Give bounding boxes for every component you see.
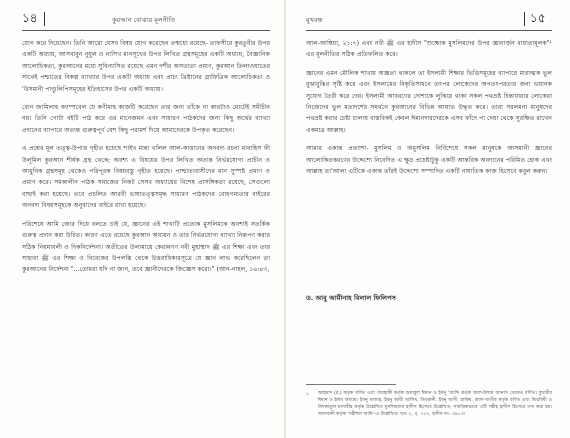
author-signature: ড. আবু আমীনাহ বিলাল ফিলিপস <box>306 294 396 302</box>
footnote-rule <box>306 384 396 385</box>
running-head: কুরআন বোঝার মূলনীতি <box>112 16 176 24</box>
page-number: ১৪ <box>22 11 38 25</box>
right-page <box>286 0 570 438</box>
header-rule <box>22 30 270 31</box>
paragraph: আল-আম্বিয়া, ২১:৭) এবং নবী ﷺ এর হাদীস "শুক্ষোক মুসলিমদের উপর জ্ঞানার্জন বাধ্যতামূলক"¹ এর মূলনীতির সঠিক প্রতিফলিত করে। <box>306 40 552 59</box>
header-divider <box>524 12 525 26</box>
body-text <box>306 38 552 184</box>
paragraph: জ্ঞানের এমন মৌলিক শাখায় অজ্ঞতা থাকলে তা ইসলামী শিক্ষার ভিত্তিসমূহের ব্যাপারে মারাত্মক ভুল বুঝাবুঝির সৃষ্টি করে এবং ইসলামের বিকৃতিসাধনে তৎপর লোকেদের অপতৎপরতার জন্য ভয়ানক সুযোগ তৈরী করে দেয়। ইসলামী আবরণের দোশাকে লুকিয়ে থাকা সকল পথভ্রষ্ট চিন্তাধারার লোকেরা নিজেদের ভুল মতাদর্শের সমর্থনে কুরআনের বিভিন্ন আয়াত উদ্ধৃত করে। তারা সরলমনা মানুষদের পথভ্রষ্ট করার চেষ্টা চালায় বাস্তবিকই কেবল ঈমানদারদেরকে এসব ফাঁদে পা দেয়া থেকে সুরক্ষিত রাখেন একমাত্র আল্লাহ। <box>306 69 552 134</box>
paragraph: পরিশেষে আমি জোর দিয়ে বলতে চাই যে, জ্ঞানের এই শাখাটি প্রত্যেক মুসলিমকে অবশ্যই সতর্কিক গুরুত্ব প্রদান করা উচিত। কারণ এতে রয়েছে কুরআন অধ্যয়ন ও তার নির্ভরযোগ্য ব্যাখ্যা নিরূপণ করার সঠিক নিয়মাবলী ও দিকনির্দেশনা। অতীতের উলামায়ে কেরামগণ নবী মুহাম্মাদ ﷺ এর শিক্ষা এবং তার সাহাবা ﷺ এর শিক্ষা ও বিবেকের উপলব্ধি থেকে উত্তরাধিকারসূত্রে যে জ্ঞান লাভ করেছিলেন তা কুরআনের নির্দেশনা "...তোমরা যদি না জান, তবে জ্ঞানীদেরকে জিজ্ঞেস করো।" (আন-নাহল, ১৬:৪৩, <box>22 220 270 274</box>
paragraph: আমার একান্ত প্রত্যাশা- মুসলিম ও অমুসলিম নির্বিশেষে সকল মানুষকে আসমানী জ্ঞানের আলোকিতকরণের উদ্দেশ্যে নিবেদিত এ ক্ষুদ্র প্রচেষ্টাটুকু একটি আন্তরিক অবদানের পরিমিত হোক এবং আল্লাহ তা'আলা এটিকে একান্ত তাঁরই উদ্দেশ্যে সম্পাদিত একটি নাযাতিক কাজ হিসেবে কবুল করুন। <box>306 145 552 176</box>
header-rule <box>306 30 552 31</box>
header-divider <box>44 12 45 26</box>
page-number: ১৫ <box>530 11 546 25</box>
paragraph: যোগ করে দিয়েছেন। তিনি আরো যেসব বিষয় যোগ করেছেন তন্মধ্যে রয়েছে- তাফসীরে কুরতুবীর উপর একটি অধ্যায়, আসবাবুন নুযুল ও নাসিখ মানসূখের উপর লিখিত গ্রন্থসমূহের একটি অধ্যায়, বৈজ্ঞানিক আলোচিকতা, কুরআনের মধ্যে সুবিন্যাসিত রয়েছে এমন দর্শীর অসত্যতা প্রমাণ, কুরআন তিলাওয়াতের সাথেই পশ্চাতের বিকল্প ব্যাখ্যার উপর একটি অধ্যায় এবং প্রাচ্য খ্রিষ্টানের গ্রাফিত্রিক আলোচিকতা ও 'উসমানী পাণ্ডুলিপিসমূহের ইতিহাসের উপর একটি অধ্যায়। <box>22 40 270 93</box>
left-page <box>0 0 284 438</box>
footnote: আহমাদ (র.) কর্তৃক বর্ণিত এবং বায়হাকী কর্তৃক শুয়াবুল ঈমান ও ইবনু 'আব্দি কর্তৃক আল-ইলমে আনাস থেকেও বর্ণিত। বুখারীর ঈমান ও ইলম অধ্যায়। ইবনু মাজাহ, ইবনু আবী আসিম, তিবরানী, ইবনু আদী, হাকিম, আল-খাতীব কর্তৃক বর্ণিত এবং তিরমিযী ও মিশকাতুল মাসাবীহ কর্তৃক উল্লেখিত মুসলিমদের হাদীস হিসেবে উল্লেখিত; সামগ্রিকভাবে এটি সহীহ হাদীস হিসেবে গণ্য করা হয়। আলবানী কর্তৃক 'সহীহুল জামি'-এ উল্লেখিত। খণ্ড ২, পৃ. ৭২৭, হাদীস নং: ৩৯১৩। <box>318 391 552 417</box>
body-text <box>22 38 270 283</box>
paragraph: এ প্রশ্নের মূল তত্ত্ব-উপাত্ত গৃহীত হয়েছে শাইখ মান্না খলিল আল-কাত্তানের অনবদ্য রচনা মাবাহিস ফী উলূমিল কুরআন শীর্ষক গ্রন্থ থেকে; অবশ্য এ বিষয়ের উপর লিখিত অত্যন্ত নির্ভরযোগ্য প্রাচীন ও আধুনিক গ্রন্থসমূহ থেকেও পরিপূরক বিষয়বস্তু গৃহীত হয়েছে। পাশ্চাত্যবাসীদের মান সুস্পষ্ট প্রমাণ ও প্রমাণ করে। সমকালীন পাঠক সমাজের নিকট সেসব অধ্যায়ের বিশেষ প্রাসঙ্গিকতা রয়েছে, সেগুলো বাছাই করা হয়েছে। তবে প্রচলিত আরবী ভাষাতত্ত্বসমৃদ্ধ সাধারণ পাঠকদের বোধগম্যতার বাইরের অনবদ্য বিষয়সমূহকে অনুবাদের বাইরে রাখা হয়েছে। <box>22 145 270 210</box>
footnote-number: ১ <box>306 392 309 397</box>
running-head: মুখবন্ধ <box>306 16 323 24</box>
paragraph: বোন জামিলাহ ক্যাম্পবেল যে কণীমাহ কাজটি করেছেন তার জন্য তাঁকে না কারটাও মোটেই সমীচীন নয়। তিনি গোটা বইটি পাঠ করে এর মানেজমন এবং সাধারণ পাঠকদের জন্য কিছু অর্থের ব্যাখ্যা প্রদানের ব্যাপারে অত্যন্ত গুরুত্বপূর্ণ বেশ কিছু পরামর্শ দিয়ে আমাদেরকে উপকৃত করেছেন। <box>22 104 270 134</box>
